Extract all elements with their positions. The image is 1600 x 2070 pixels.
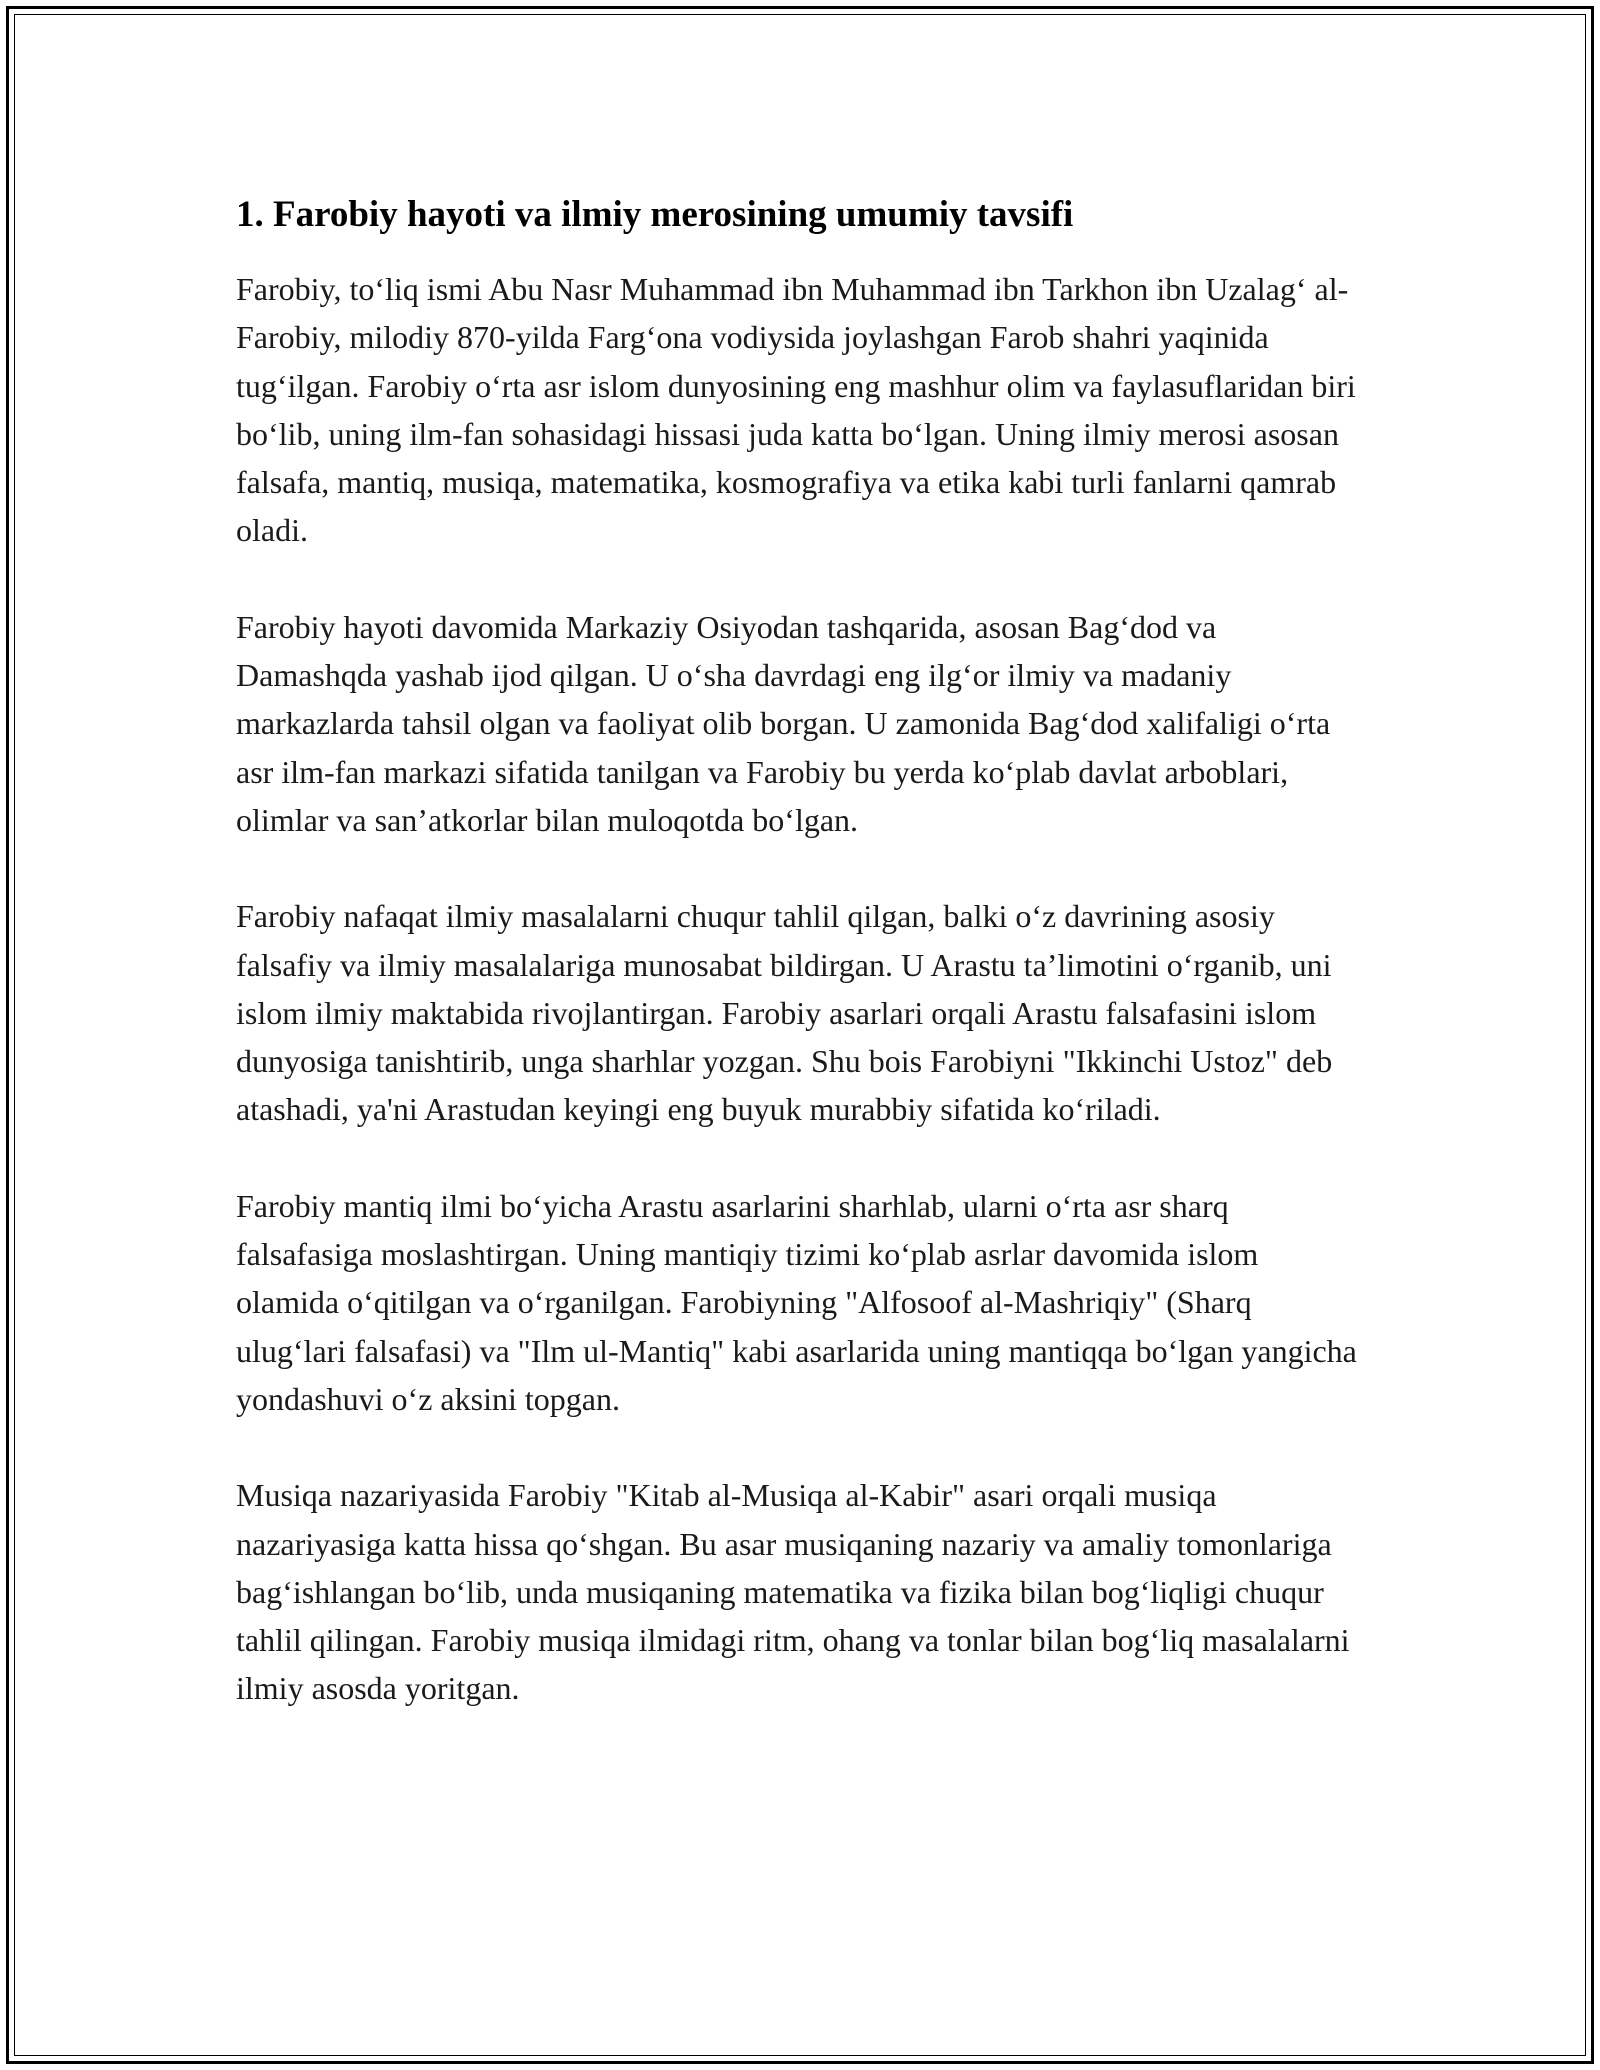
paragraph-2: Farobiy hayoti davomida Markaziy Osiyodan tashqarida, asosan Bagʻdod va Damashqda yashab ijod qilgan. U oʻsha davrdagi eng ilgʻor ilmiy va madaniy markazlarda tahsil olgan va faoliyat olib borgan. U zamonida Bagʻdod xalifaligi oʻrta asr ilm-fan markazi sifatida tanilgan va Farobiy bu yerda koʻplab davlat arboblari, olimlar va san’atkorlar bilan muloqotda boʻlgan.	[236, 608, 1331, 838]
document-body	[236, 185, 1366, 1761]
paragraph-1: Farobiy, toʻliq ismi Abu Nasr Muhammad ibn Muhammad ibn Tarkhon ibn Uzalagʻ al-Farobiy, milodiy 870-yilda Fargʻona vodiysida joylashgan Farob shahri yaqinida tugʻilgan. Farobiy oʻrta asr islom dunyosining eng mashhur olim va faylasuflaridan biri boʻlib, uning ilm-fan sohasidagi hissasi juda katta boʻlgan. Uning ilmiy merosi asosan falsafa, mantiq, musiqa, matematika, kosmografiya va etika kabi turli fanlarni qamrab oladi.	[236, 271, 1356, 549]
paragraph-4: Farobiy mantiq ilmi boʻyicha Arastu asarlarini sharhlab, ularni oʻrta asr sharq falsafasiga moslashtirgan. Uning mantiqiy tizimi koʻplab asrlar davomida islom olamida oʻqitilgan va oʻrganilgan. Farobiyning "Alfosoof al-Mashriqiy" (Sharq ulugʻlari falsafasi) va "Ilm ul-Mantiq" kabi asarlarida uning mantiqqa boʻlgan yangicha yondashuvi oʻz aksini topgan.	[236, 1187, 1357, 1417]
paragraph-3: Farobiy nafaqat ilmiy masalalarni chuqur tahlil qilgan, balki oʻz davrining asosiy falsafiy va ilmiy masalalariga munosabat bildirgan. U Arastu ta’limotini oʻrganib, uni islom ilmiy maktabida rivojlantirgan. Farobiy asarlari orqali Arastu falsafasini islom dunyosiga tanishtirib, unga sharhlar yozgan. Shu bois Farobiyni "Ikkinchi Ustoz" deb atashadi, ya'ni Arastudan keyingi eng buyuk murabbiy sifatida koʻriladi.	[236, 898, 1333, 1128]
paragraph-5: Musiqa nazariyasida Farobiy "Kitab al-Musiqa al-Kabir" asari orqali musiqa nazariyasiga katta hissa qoʻshgan. Bu asar musiqaning nazariy va amaliy tomonlariga bagʻishlangan boʻlib, unda musiqaning matematika va fizika bilan bogʻliqligi chuqur tahlil qilingan. Farobiy musiqa ilmidagi ritm, ohang va tonlar bilan bogʻliq masalalarni ilmiy asosda yoritgan.	[236, 1477, 1350, 1707]
section-heading: 1. Farobiy hayoti va ilmiy merosining umumiy tavsifi	[236, 194, 1074, 235]
